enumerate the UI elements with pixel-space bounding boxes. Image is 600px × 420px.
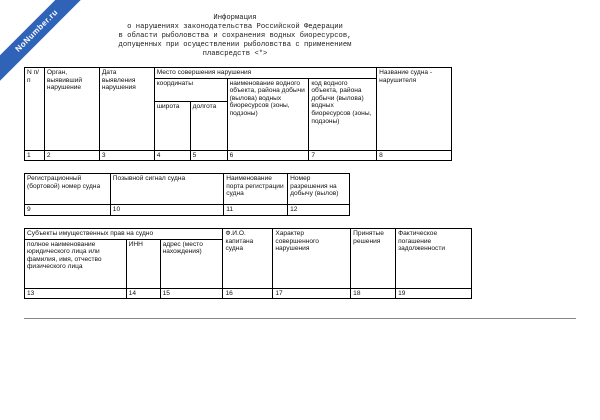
col-place: Место совершения нарушения xyxy=(154,68,376,79)
footnote-divider xyxy=(24,318,576,319)
col-violation-character: Характер совершенного нарушения xyxy=(273,229,351,289)
header-title: Информация xyxy=(213,14,257,22)
col-index: 7 xyxy=(309,150,377,161)
table-row xyxy=(25,205,350,216)
col-organ: Орган, выявивший нарушение xyxy=(44,68,99,151)
col-index: 12 xyxy=(288,205,350,216)
col-registration-port: Наименование порта регистрации судна xyxy=(224,174,288,205)
col-owner-name: полное наименование юридического лица или фамилия, имя, отчество физического лица xyxy=(25,239,127,288)
col-address: адрес (место нахождения) xyxy=(160,239,223,288)
col-call-sign: Позывной сигнал судна xyxy=(110,174,223,205)
col-index: 11 xyxy=(224,205,288,216)
col-index: 9 xyxy=(25,205,111,216)
col-permit-number: Номер разрешения на добычу (вылов) xyxy=(288,174,350,205)
col-index: 8 xyxy=(377,150,452,161)
table-row xyxy=(25,288,472,299)
col-index: 2 xyxy=(44,150,99,161)
col-index: 15 xyxy=(160,288,223,299)
header-line: о нарушениях законодательства Российской Федерации xyxy=(127,23,343,31)
header-line: допущенных при осуществлении рыболовства с применением xyxy=(118,41,352,49)
col-captain-name: Ф.И.О. капитана судна xyxy=(223,229,273,289)
col-index: 19 xyxy=(396,288,472,299)
col-number: N п/п xyxy=(25,68,45,151)
col-water-object-name: наименование водного объекта, района добычи (вылова) водных биоресурсов (зоны, подзоны) xyxy=(227,78,309,150)
col-index: 13 xyxy=(25,288,127,299)
col-property-subjects: Субъекты имущественных прав на судно xyxy=(25,229,223,240)
col-registration-number: Регистрационный (бортовой) номер судна xyxy=(25,174,111,205)
col-index: 1 xyxy=(25,150,45,161)
header-line: в области рыболовства и сохранения водных биоресурсов, xyxy=(118,32,352,40)
violations-table-2 xyxy=(24,173,350,216)
col-index: 4 xyxy=(154,150,190,161)
col-index: 6 xyxy=(227,150,309,161)
col-index: 18 xyxy=(351,288,396,299)
col-index: 5 xyxy=(190,150,227,161)
violations-table-1 xyxy=(24,67,452,161)
col-index: 14 xyxy=(126,288,160,299)
table-row xyxy=(25,150,452,161)
col-longitude: долгота xyxy=(190,101,227,150)
col-inn: ИНН xyxy=(126,239,160,288)
col-index: 3 xyxy=(99,150,154,161)
watermark-ribbon: NoNumber.ru xyxy=(0,0,96,90)
col-vessel-name: Название судна - нарушителя xyxy=(377,68,452,151)
col-index: 10 xyxy=(110,205,223,216)
col-date: Дата выявления нарушения xyxy=(99,68,154,151)
col-index: 17 xyxy=(273,288,351,299)
violations-table-3 xyxy=(24,228,472,299)
col-debt-repayment: Фактическое погашение задолженности xyxy=(396,229,472,289)
document-header xyxy=(40,14,430,59)
col-water-object-code: код водного объекта, района добычи (вылова) водных биоресурсов (зоны, подзоны) xyxy=(309,78,377,150)
col-latitude: широта xyxy=(154,101,190,150)
col-index: 16 xyxy=(223,288,273,299)
col-coordinates: координаты xyxy=(154,78,227,101)
col-decisions: Принятые решения xyxy=(351,229,396,289)
header-line: плавсредств <*> xyxy=(202,50,268,58)
